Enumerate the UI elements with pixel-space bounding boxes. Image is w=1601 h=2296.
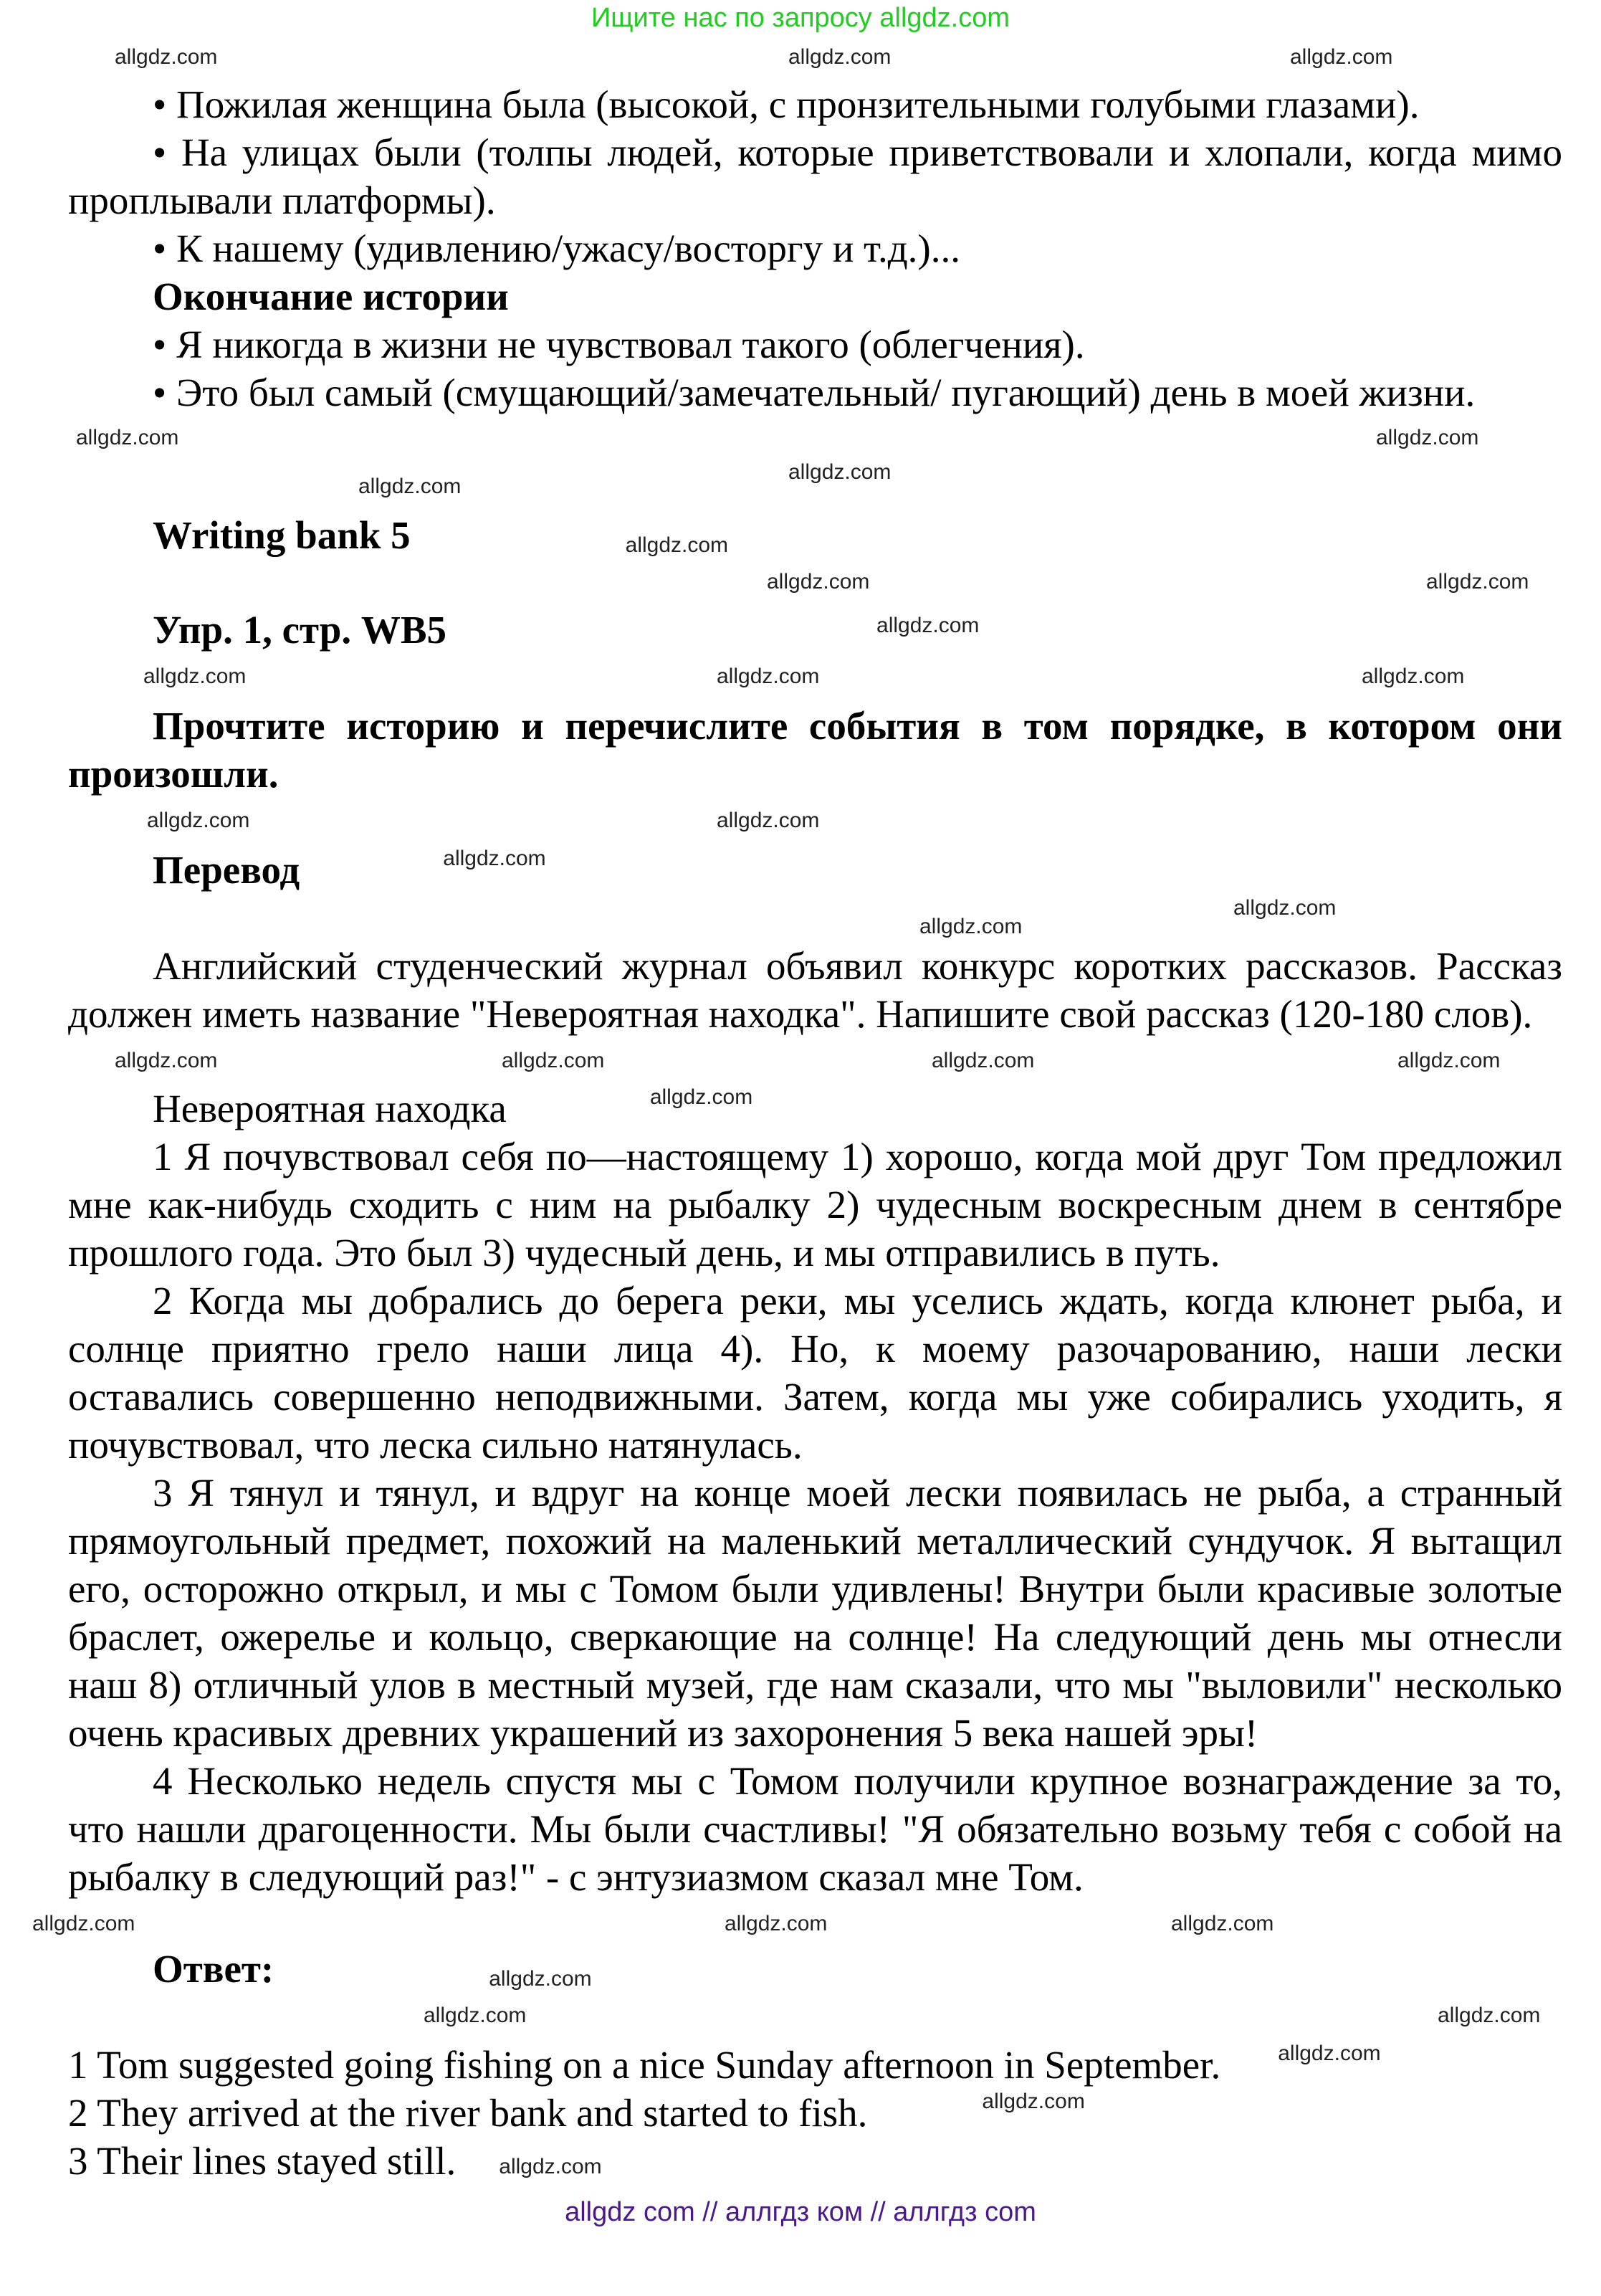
watermark: allgdz.com bbox=[489, 1967, 592, 1991]
watermark: allgdz.com bbox=[717, 664, 820, 688]
exercise-title-line bbox=[68, 606, 1562, 654]
watermark: allgdz.com bbox=[767, 570, 870, 594]
answer-item: 2 They arrived at the river bank and started to fish. bbox=[68, 2091, 868, 2135]
tips-block bbox=[68, 80, 1562, 416]
footer-links: allgdz com // аллгдз ком // аллгдз com bbox=[565, 2197, 1036, 2227]
bullet-item: • На улицах были (толпы людей, которые приветствовали и хлопали, когда мимо проплывали платформы). bbox=[68, 130, 1562, 222]
task-text: Прочтите историю и перечислите события в том порядке, в котором они произошли. bbox=[68, 704, 1562, 796]
answer-line bbox=[68, 2041, 1562, 2089]
translation-heading: Перевод bbox=[153, 848, 300, 892]
bullet-item: • Пожилая женщина была (высокой, с пронзительными голубыми глазами). bbox=[153, 82, 1420, 126]
watermark: allgdz.com bbox=[443, 847, 546, 870]
watermark: allgdz.com bbox=[424, 2004, 527, 2027]
watermark: allgdz.com bbox=[649, 1085, 753, 1109]
spacer bbox=[0, 416, 1601, 511]
spacer bbox=[0, 559, 1601, 606]
watermark: allgdz.com bbox=[32, 1912, 135, 1935]
watermark: allgdz.com bbox=[1233, 896, 1337, 920]
ending-heading: Окончание истории bbox=[153, 275, 509, 318]
watermark: allgdz.com bbox=[1426, 570, 1529, 594]
watermark: allgdz.com bbox=[1278, 2042, 1381, 2065]
watermark: allgdz.com bbox=[115, 1049, 218, 1072]
watermark: allgdz.com bbox=[76, 426, 179, 449]
section-title: Writing bank 5 bbox=[153, 513, 411, 557]
answer-heading: Ответ: bbox=[153, 1947, 274, 1991]
spacer bbox=[0, 1901, 1601, 1945]
story-title-line bbox=[68, 1085, 1562, 1133]
story-title: Невероятная находка bbox=[153, 1087, 507, 1130]
watermark: allgdz.com bbox=[919, 915, 1023, 938]
watermark: allgdz.com bbox=[717, 809, 820, 832]
watermark: allgdz.com bbox=[788, 45, 892, 69]
watermark: allgdz.com bbox=[358, 475, 462, 498]
translation-heading-line bbox=[68, 846, 1562, 894]
answer-item: 1 Tom suggested going fishing on a nice Sunday afternoon in September. bbox=[68, 2043, 1221, 2087]
watermark: allgdz.com bbox=[1171, 1912, 1274, 1935]
story-paragraph: 2 Когда мы добрались до берега реки, мы уселись ждать, когда клюнет рыба, и солнце приятно грело наши лица 4). Но, к моему разочарованию, наши лески оставались совершенно неподвижными. Затем, когда мы уже собирались уходить, я почувствовал, что леска сильно натянулась. bbox=[68, 1279, 1562, 1467]
bullet-item: • Я никогда в жизни не чувствовал такого (облегчения). bbox=[153, 323, 1085, 366]
watermark: allgdz.com bbox=[1376, 426, 1479, 449]
story-paragraph: 1 Я почувствовал себя по—настоящему 1) хорошо, когда мой друг Том предложил мне как-нибудь сходить с ним на рыбалку 2) чудесным воскресным днем в сентябре прошлого года. Это был 3) чудесный день, и мы отправились в путь. bbox=[68, 1135, 1562, 1275]
watermark: allgdz.com bbox=[625, 533, 729, 557]
spacer bbox=[0, 798, 1601, 846]
watermark: allgdz.com bbox=[788, 460, 892, 484]
watermark: allgdz.com bbox=[1362, 664, 1465, 688]
answers bbox=[68, 2041, 1562, 2185]
bullet-item: • Это был самый (смущающий/замечательный/ пугающий) день в моей жизни. bbox=[153, 371, 1476, 414]
story bbox=[68, 1085, 1562, 1901]
watermark: allgdz.com bbox=[876, 614, 980, 637]
answer-line bbox=[68, 2137, 1562, 2185]
watermark: allgdz.com bbox=[932, 1049, 1035, 1072]
answer-heading-line bbox=[68, 1945, 1562, 1993]
story-paragraph: 4 Несколько недель спустя мы с Томом получили крупное вознаграждение за то, что нашли драгоценности. Мы были счастливы! "Я обязательно возьму тебя с собой на рыбалку в следующий раз!" - с энтузиазмом сказал мне Том. bbox=[68, 1759, 1562, 1899]
watermark: allgdz.com bbox=[1290, 45, 1393, 69]
answer-item: 3 Their lines stayed still. bbox=[68, 2139, 457, 2183]
story-paragraph: 3 Я тянул и тянул, и вдруг на конце моей лески появилась не рыба, а странный прямоугольный предмет, похожий на маленький металлический сундучок. Я вытащил его, осторожно открыл, и мы с Томом были удивлены! Внутри были красивые золотые браслет, ожерелье и кольцо, сверкающие на солнце! На следующий день мы отнесли наш 8) отличный улов в местный музей, где нам сказали, что мы "выловили" несколько очень красивых древних украшений из захоронения 5 века нашей эры! bbox=[68, 1471, 1562, 1755]
watermark: allgdz.com bbox=[143, 664, 247, 688]
watermark: allgdz.com bbox=[982, 2090, 1085, 2113]
watermark: allgdz.com bbox=[499, 2155, 602, 2178]
spacer bbox=[0, 1993, 1601, 2041]
search-banner: Ищите нас по запросу allgdz.com bbox=[591, 3, 1010, 33]
watermark: allgdz.com bbox=[1438, 2004, 1541, 2027]
spacer bbox=[0, 894, 1601, 942]
answer-line bbox=[68, 2089, 1562, 2137]
section-title-line bbox=[68, 511, 1562, 559]
intro-text: Английский студенческий журнал объявил конкурс коротких рассказов. Рассказ должен иметь название "Невероятная находка". Напишите свой рассказ (120-180 слов). bbox=[68, 944, 1562, 1036]
bullet-item: • К нашему (удивлению/ужасу/восторгу и т.д.)... bbox=[153, 227, 960, 270]
spacer bbox=[0, 654, 1601, 702]
watermark: allgdz.com bbox=[147, 809, 250, 832]
watermark: allgdz.com bbox=[115, 45, 218, 69]
spacer bbox=[0, 1038, 1601, 1085]
watermark: allgdz.com bbox=[725, 1912, 828, 1935]
spacer bbox=[0, 36, 1601, 80]
exercise-title: Упр. 1, стр. WB5 bbox=[153, 608, 447, 652]
watermark: allgdz.com bbox=[502, 1049, 605, 1072]
watermark: allgdz.com bbox=[1397, 1049, 1501, 1072]
